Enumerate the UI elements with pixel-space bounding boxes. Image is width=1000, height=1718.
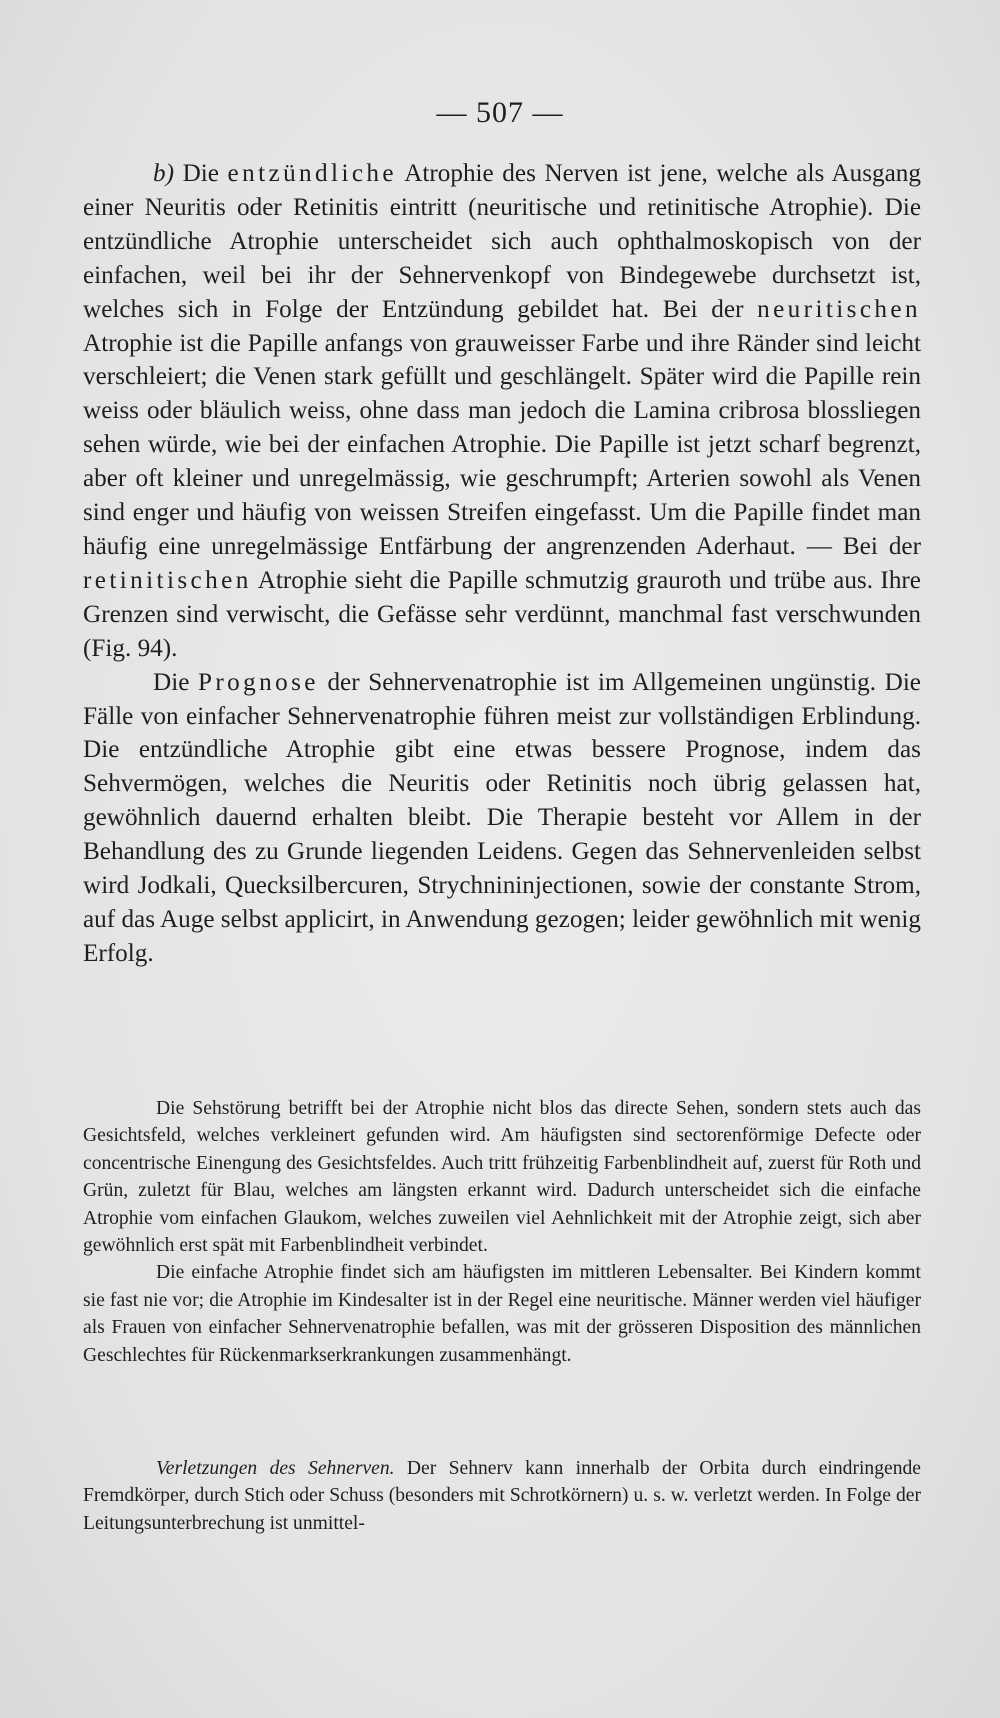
emphasis-retinitischen: retinitischen	[83, 566, 252, 594]
paragraph-verletzungen: Verletzungen des Sehnerven. Der Sehnerv kann innerhalb der Orbita durch eindringende Fremdkörper, durch Stich oder Schuss (besonders mit Schrotkörnern) u. s. w. verletzt werden. In Folge der Leitungsunterbrechung ist unmittel-	[83, 1458, 921, 1534]
paragraph-prognose: Die Prognose der Sehnervenatrophie ist im Allgemeinen ungünstig. Die Fälle von einfacher Sehnervenatrophie führen meist zur vollständigen Erblindung. Die entzündliche Atrophie gibt eine etwas bessere Prognose, indem das Sehvermögen, welches die Neuritis oder Retinitis noch übrig gelassen hat, gewöhnlich dauernd erhalten bleibt. Die Therapie besteht vor Allem in der Behandlung des zu Grunde liegenden Leidens. Gegen das Sehnervenleiden selbst wird Jodkali, Quecksilbercuren, Strychnininjectionen, sowie der constante Strom, auf das Auge selbst applicirt, in Anwendung gezogen; leider gewöhnlich mit wenig Erfolg.	[83, 668, 921, 967]
paragraph-entzuendliche-atrophie: b) Die entzündliche Atrophie des Nerven ist jene, welche als Ausgang einer Neuritis oder Retinitis eintritt (neuritische und retinitische Atrophie). Die entzündliche Atrophie unterscheidet sich auch ophthalmoskopisch von der einfachen, weil bei ihr der Sehnervenkopf von Bindegewebe durchsetzt ist, welches sich in Folge der Entzündung gebildet hat. Bei der neuritischen Atrophie ist die Papille anfangs von grauweisser Farbe und ihre Ränder sind leicht verschleiert; die Venen stark gefüllt und geschlängelt. Später wird die Papille rein weiss oder bläulich weiss, ohne dass man jedoch die Lamina cribrosa blossliegen sehen würde, wie bei der einfachen Atrophie. Die Papille ist jetzt scharf begrenzt, aber oft kleiner und unregelmässig, wie geschrumpft; Arterien sowohl als Venen sind enger und häufig von weissen Streifen eingefasst. Um die Papille findet man häufig eine unregelmässige Entfärbung der angrenzenden Aderhaut. — Bei der retinitischen Atrophie sieht die Papille schmutzig grauroth und trübe aus. Ihre Grenzen sind verwischt, die Gefässe sehr verdünnt, manchmal fast verschwunden (Fig. 94).	[83, 160, 921, 662]
section-heading-verletzungen: Verletzungen des Sehnerven.	[156, 1458, 395, 1479]
emphasis-neuritischen: neuritischen	[757, 295, 921, 323]
list-label: b)	[153, 160, 174, 187]
paragraph-lebensalter: Die einfache Atrophie findet sich am häufigsten im mittleren Lebensalter. Bei Kindern kommt sie fast nie vor; die Atrophie im Kindesalter ist in der Regel eine neuritische. Männer werden viel häufiger als Frauen von einfacher Sehnervenatrophie befallen, was mit der grösseren Disposition des männlichen Geschlechtes für Rückenmarkserkrankungen zusammenhängt.	[83, 1262, 921, 1366]
paragraph-sehstoerung: Die Sehstörung betrifft bei der Atrophie nicht blos das directe Sehen, sondern stets auch das Gesichtsfeld, welches verkleinert gefunden wird. Am häufigsten sind sectorenförmige Defecte oder concentrische Einengung des Gesichtsfeldes. Auch tritt frühzeitig Farbenblindheit auf, zuerst für Roth und Grün, zuletzt für Blau, welches am längsten erkannt wird. Dadurch unterscheidet sich die einfache Atrophie vom einfachen Glaukom, welches zuweilen viel Aehnlichkeit mit der Atrophie zeigt, sich aber gewöhnlich erst spät mit Farbenblindheit verbindet.	[83, 1098, 921, 1257]
emphasis-prognose: Prognose	[197, 668, 319, 696]
small-print-verletzungen	[83, 1455, 921, 1537]
emphasis-entzuendliche: entzündliche	[227, 160, 397, 187]
main-text	[83, 157, 921, 971]
small-print-block	[83, 1095, 921, 1369]
page-number: — 507 —	[436, 96, 564, 129]
